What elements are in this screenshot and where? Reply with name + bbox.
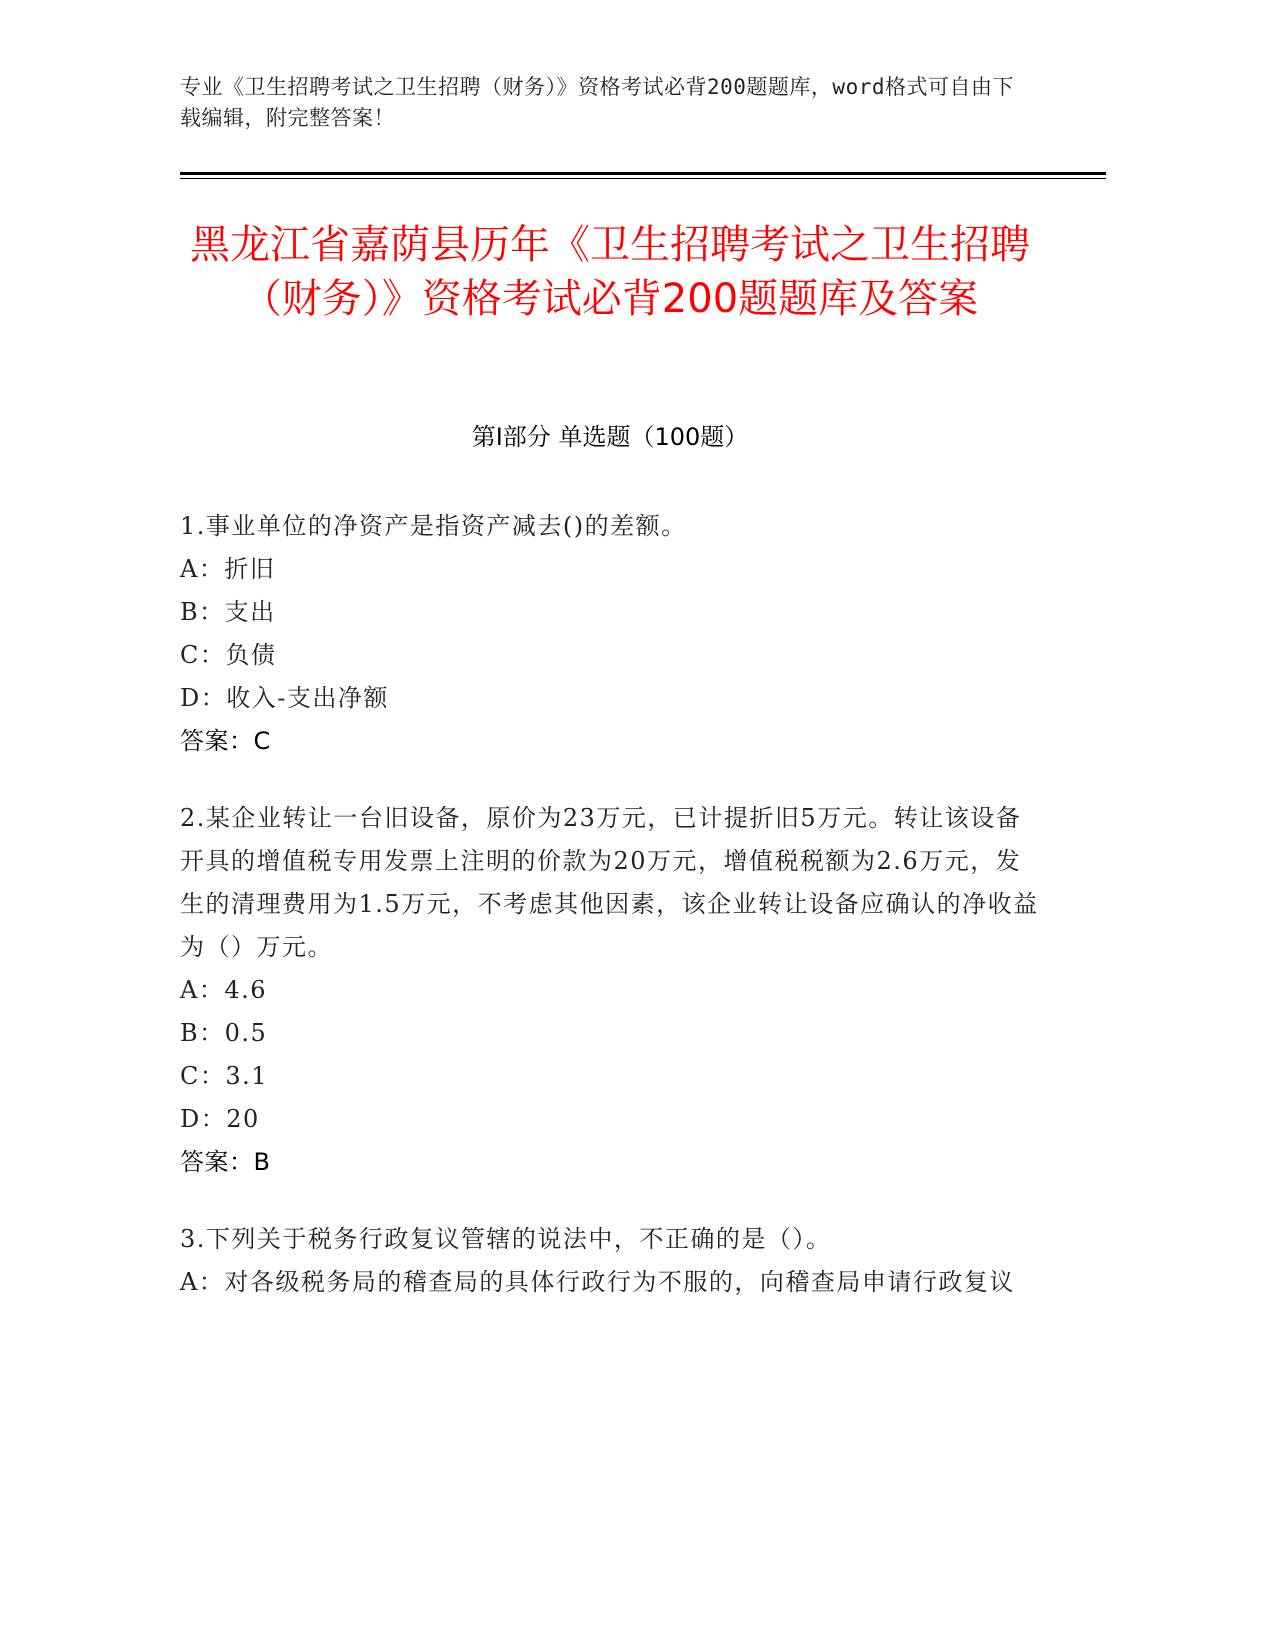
question-stem: 3.下列关于税务行政复议管辖的说法中，不正确的是（）。 bbox=[180, 1225, 832, 1253]
question-2 bbox=[180, 797, 1040, 1184]
question-1 bbox=[180, 505, 1040, 763]
document-title: 黑龙江省嘉荫县历年《卫生招聘考试之卫生招聘（财务）》资格考试必背200题题库及答案 bbox=[190, 222, 1030, 322]
question-stem: 1.事业单位的净资产是指资产减去()的差额。 bbox=[180, 512, 687, 540]
option-d: D：20 bbox=[180, 1105, 260, 1133]
option-c: C：负债 bbox=[180, 641, 277, 669]
header-rule-thin bbox=[180, 178, 1106, 179]
option-c: C：3.1 bbox=[180, 1062, 269, 1090]
option-b: B：支出 bbox=[180, 598, 276, 626]
question-stem: 2.某企业转让一台旧设备，原价为23万元，已计提折旧5万元。转让该设备开具的增值税专用发票上注明的价款为20万元，增值税税额为2.6万元，发生的清理费用为1.5万元，不考虑其他因素，该企业转让设备应确认的净收益为（）万元。 bbox=[180, 804, 1039, 961]
answer: 答案：C bbox=[180, 727, 271, 755]
option-a: A：4.6 bbox=[180, 976, 267, 1004]
answer: 答案：B bbox=[180, 1148, 271, 1176]
option-b: B：0.5 bbox=[180, 1019, 268, 1047]
section-title: 第I部分 单选题（100题） bbox=[471, 423, 749, 451]
option-a: A：折旧 bbox=[180, 555, 276, 583]
option-d: D：收入-支出净额 bbox=[180, 684, 389, 712]
header-note: 专业《卫生招聘考试之卫生招聘（财务）》资格考试必背200题题库，word格式可自由下载编辑，附完整答案！ bbox=[180, 75, 1014, 130]
option-a: A：对各级税务局的稽查局的具体行政行为不服的，向稽查局申请行政复议 bbox=[180, 1268, 1015, 1296]
question-3 bbox=[180, 1218, 1040, 1304]
question-list bbox=[180, 505, 1040, 1338]
header-rule-thick bbox=[180, 172, 1106, 175]
